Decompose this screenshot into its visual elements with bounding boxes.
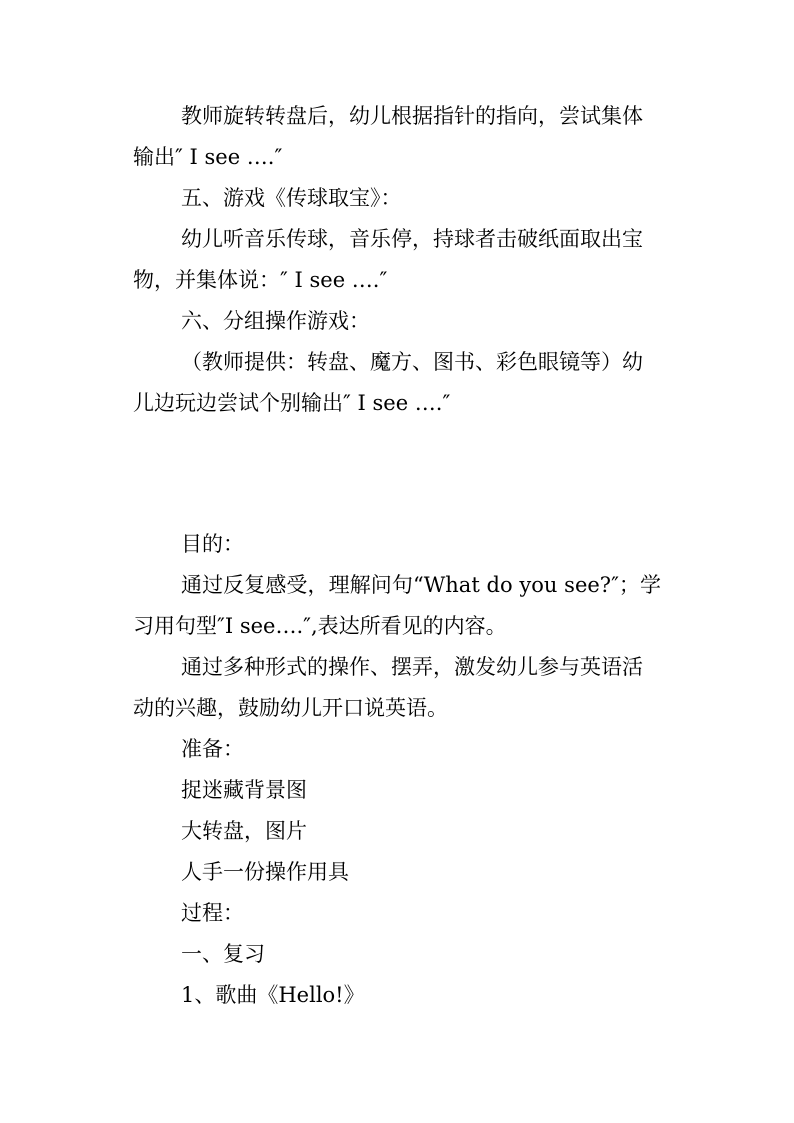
heading-group-game: 六、分组操作游戏： bbox=[181, 309, 370, 333]
paragraph-group-materials: （教师提供：转盘、魔方、图书、彩色眼镜等）幼儿边玩边尝试个别输出″ I see ….″ bbox=[133, 350, 643, 415]
step-review: 一、复习 bbox=[181, 942, 265, 966]
lesson-plan-section bbox=[133, 524, 661, 1016]
activity-steps-section bbox=[133, 96, 661, 424]
goal-paragraph-1: 通过反复感受，理解问句“What do you see?″；学习用句型″I see….″,表达所看见的内容。 bbox=[133, 573, 661, 638]
prep-item-materials: 人手一份操作用具 bbox=[181, 860, 349, 884]
heading-pass-ball-game: 五、游戏《传球取宝》： bbox=[181, 186, 402, 210]
goal-label: 目的： bbox=[181, 532, 244, 556]
prep-label: 准备： bbox=[181, 737, 244, 761]
prep-item-background: 捉迷藏背景图 bbox=[181, 778, 307, 802]
paragraph-spinner-output: 教师旋转转盘后，幼儿根据指针的指向，尝试集体输出″ I see ….″ bbox=[133, 104, 643, 169]
goal-paragraph-2: 通过多种形式的操作、摆弄，激发幼儿参与英语活动的兴趣，鼓励幼儿开口说英语。 bbox=[133, 655, 643, 720]
process-label: 过程： bbox=[181, 901, 244, 925]
paragraph-pass-ball-rules: 幼儿听音乐传球，音乐停，持球者击破纸面取出宝物，并集体说：″ I see ….″ bbox=[133, 227, 643, 292]
prep-item-spinner: 大转盘，图片 bbox=[181, 819, 307, 843]
step-song-hello: 1、歌曲《Hello!》 bbox=[181, 983, 365, 1007]
